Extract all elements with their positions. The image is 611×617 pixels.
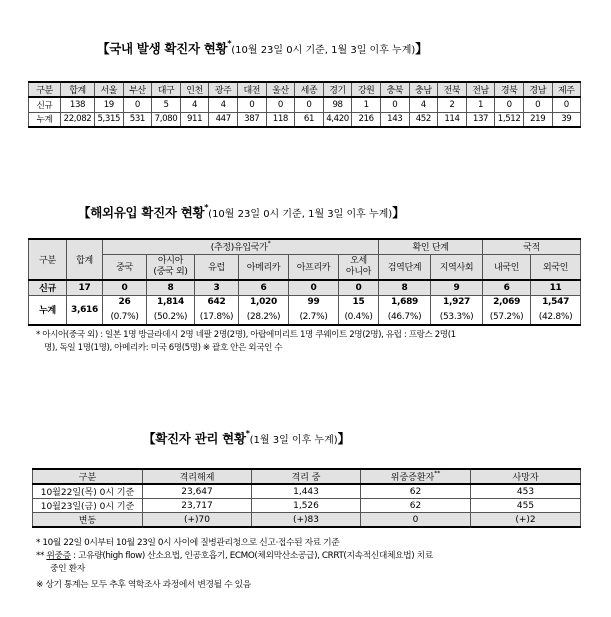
table-cell: (0.7%) — [103, 309, 147, 325]
table-cell: 0 — [295, 97, 324, 112]
table-cell: 신규 — [29, 97, 61, 112]
column-header: 인천 — [180, 82, 209, 97]
column-header: 합계 — [61, 82, 95, 97]
table-cell: 23,647 — [143, 484, 252, 499]
column-header: 부산 — [123, 82, 152, 97]
table-row — [29, 97, 581, 112]
table-cell: 5 — [152, 97, 181, 112]
case-management-table — [32, 468, 581, 528]
table-cell: 1,927 — [431, 295, 483, 309]
column-header: 서울 — [95, 82, 124, 97]
table-cell: 누계 — [29, 112, 61, 127]
table-cell: (28.2%) — [239, 309, 289, 325]
management-footnotes: * 10월 22일 0시부터 10월 23일 0시 사이에 질병관리청으로 신고·접수된 자료 기준 ** 위중증 : 고유량(high flow) 산소요법, 인공호흡기, ECMO(체외막산소공급), CRRT(지속적신대체요법) 치료 중인 환자 ※ 상기 통계는 모두 추후 역학조사 과정에서 변경될 수 있음 — [36, 538, 433, 590]
table-cell: (+)2 — [471, 513, 581, 528]
subheader-asia: 아시아 (중국 외) — [147, 254, 195, 280]
table-cell: 0 — [339, 280, 379, 295]
table-cell: 11 — [531, 280, 581, 295]
table-cell: 8 — [379, 280, 431, 295]
table-cell: 10월23일(금) 0시 기준 — [33, 499, 143, 513]
table-cell: 5,315 — [95, 112, 124, 127]
table-cell: 1 — [466, 97, 495, 112]
column-header: 대구 — [152, 82, 181, 97]
table-cell: 1 — [352, 97, 381, 112]
imported-cases-title: 【해외유입 확진자 현황*(10월 23일 0시 기준, 1월 3일 이후 누계)】 — [78, 203, 405, 220]
table-cell: 1,814 — [147, 295, 195, 309]
table-cell: 452 — [409, 112, 438, 127]
table-row — [33, 499, 581, 513]
subheader-quarantine: 검역단계 — [379, 254, 431, 280]
column-header: 충북 — [380, 82, 409, 97]
imported-cases-table — [28, 238, 581, 326]
table-cell: (57.2%) — [483, 309, 531, 325]
table-cell: 138 — [61, 97, 95, 112]
table-cell: 15 — [339, 295, 379, 309]
total-header: 합계 — [67, 239, 103, 280]
table-cell: 6 — [483, 280, 531, 295]
header-severe: 위중증환자** — [361, 469, 471, 484]
column-header: 제주 — [552, 82, 581, 97]
column-header: 세종 — [295, 82, 324, 97]
table-cell: 1,689 — [379, 295, 431, 309]
table-cell: 0 — [361, 513, 471, 528]
column-header: 구분 — [29, 82, 61, 97]
table-cell: (+)70 — [143, 513, 252, 528]
column-header: 울산 — [266, 82, 295, 97]
column-header: 경북 — [495, 82, 524, 97]
subheader-america: 아메리카 — [239, 254, 289, 280]
table-cell: (50.2%) — [147, 309, 195, 325]
cumulative-total: 3,616 — [67, 295, 103, 325]
column-header: 강원 — [352, 82, 381, 97]
table-cell: 114 — [438, 112, 467, 127]
table-row — [29, 309, 581, 325]
column-header: 전북 — [438, 82, 467, 97]
table-cell: 911 — [180, 112, 209, 127]
table-cell: 453 — [471, 484, 581, 499]
table-cell: 62 — [361, 484, 471, 499]
table-cell: 0 — [289, 280, 339, 295]
table-cell: 17 — [67, 280, 103, 295]
table-cell: 61 — [295, 112, 324, 127]
table-cell: 4 — [209, 97, 238, 112]
column-header: 전남 — [466, 82, 495, 97]
table-cell: (46.7%) — [379, 309, 431, 325]
header-released: 격리해제 — [143, 469, 252, 484]
table-cell: 0 — [523, 97, 552, 112]
imported-footnote: * 아시아(중국 외) : 일본 1명 방글라데시 2명 네팔 2명(2명), 아랍에미리트 1명 쿠웨이트 2명(2명), 유럽 : 프랑스 2명(1 명), 독일 1명(1명), 아메리카: 미국 6명(5명) ※ 괄호 안은 외국인 수 — [36, 330, 456, 353]
domestic-cases-table — [28, 81, 581, 128]
table-cell: 0 — [495, 97, 524, 112]
table-cell: 642 — [195, 295, 239, 309]
table-cell: 1,512 — [495, 112, 524, 127]
table-cell: 2,069 — [483, 295, 531, 309]
table-cell: (42.8%) — [531, 309, 581, 325]
table-cell: 99 — [289, 295, 339, 309]
table-cell: (17.8%) — [195, 309, 239, 325]
table-cell: 4 — [409, 97, 438, 112]
confirmation-stage-header: 확인 단계 — [379, 239, 483, 254]
column-header: 경기 — [323, 82, 352, 97]
table-cell: 0 — [266, 97, 295, 112]
table-cell: 2 — [438, 97, 467, 112]
table-cell: 0 — [103, 280, 147, 295]
table-cell: 0 — [552, 97, 581, 112]
case-management-title: 【확진자 관리 현황*(1월 3일 이후 누계)】 — [143, 429, 350, 446]
subheader-foreigner: 외국인 — [531, 254, 581, 280]
table-cell: 143 — [380, 112, 409, 127]
origin-country-header: (추정)유입국가* — [103, 239, 379, 254]
table-cell: 6 — [239, 280, 289, 295]
table-cell: 변동 — [33, 513, 143, 528]
cumulative-label: 누계 — [29, 295, 67, 325]
table-row — [33, 484, 581, 499]
table-cell: 3 — [195, 280, 239, 295]
table-row — [29, 295, 581, 309]
column-header: 대전 — [237, 82, 266, 97]
nationality-header: 국적 — [483, 239, 581, 254]
severe-definition: ** 위중증 : 고유량(high flow) 산소요법, 인공호흡기, ECMO(체외막산소공급), CRRT(지속적신대체요법) 치료 — [36, 551, 433, 561]
subheader-community: 지역사회 — [431, 254, 483, 280]
table-cell: 219 — [523, 112, 552, 127]
table-header-row — [33, 469, 581, 484]
table-cell: 26 — [103, 295, 147, 309]
table-cell: 4,420 — [323, 112, 352, 127]
table-cell: (+)83 — [252, 513, 361, 528]
change-row — [33, 513, 581, 528]
table-cell: 19 — [95, 97, 124, 112]
table-row — [29, 112, 581, 127]
table-cell: 1,526 — [252, 499, 361, 513]
subheader-korean: 내국인 — [483, 254, 531, 280]
table-cell: 531 — [123, 112, 152, 127]
column-header: 경남 — [523, 82, 552, 97]
table-cell: 1,547 — [531, 295, 581, 309]
new-label: 신규 — [29, 280, 67, 295]
table-cell: 1,020 — [239, 295, 289, 309]
category-header: 구분 — [29, 239, 67, 280]
column-header: 충남 — [409, 82, 438, 97]
table-cell: (53.3%) — [431, 309, 483, 325]
table-cell: 7,080 — [152, 112, 181, 127]
table-cell: (2.7%) — [289, 309, 339, 325]
table-cell: 216 — [352, 112, 381, 127]
table-cell: 0 — [380, 97, 409, 112]
table-cell: 0 — [237, 97, 266, 112]
table-cell: 39 — [552, 112, 581, 127]
header-deaths: 사망자 — [471, 469, 581, 484]
domestic-cases-title: 【국내 발생 확진자 현황*(10월 23일 0시 기준, 1월 3일 이후 누계)】 — [97, 39, 428, 56]
table-cell: (0.4%) — [339, 309, 379, 325]
table-cell: 22,082 — [61, 112, 95, 127]
subheader-china: 중국 — [103, 254, 147, 280]
table-cell: 10월22일(목) 0시 기준 — [33, 484, 143, 499]
column-header: 광주 — [209, 82, 238, 97]
table-cell: 4 — [180, 97, 209, 112]
table-cell: 137 — [466, 112, 495, 127]
table-cell: 447 — [209, 112, 238, 127]
subheader-europe: 유럽 — [195, 254, 239, 280]
header-isolated: 격리 중 — [252, 469, 361, 484]
table-row — [29, 280, 581, 295]
table-cell: 0 — [123, 97, 152, 112]
subheader-africa: 아프리카 — [289, 254, 339, 280]
table-cell: 8 — [147, 280, 195, 295]
header-category: 구분 — [33, 469, 143, 484]
table-cell: 118 — [266, 112, 295, 127]
subheader-oceania: 오세 아니아 — [339, 254, 379, 280]
table-cell: 98 — [323, 97, 352, 112]
table-header-row — [29, 82, 581, 97]
table-cell: 9 — [431, 280, 483, 295]
table-cell: 1,443 — [252, 484, 361, 499]
table-cell: 23,717 — [143, 499, 252, 513]
table-cell: 455 — [471, 499, 581, 513]
table-cell: 387 — [237, 112, 266, 127]
table-cell: 62 — [361, 499, 471, 513]
